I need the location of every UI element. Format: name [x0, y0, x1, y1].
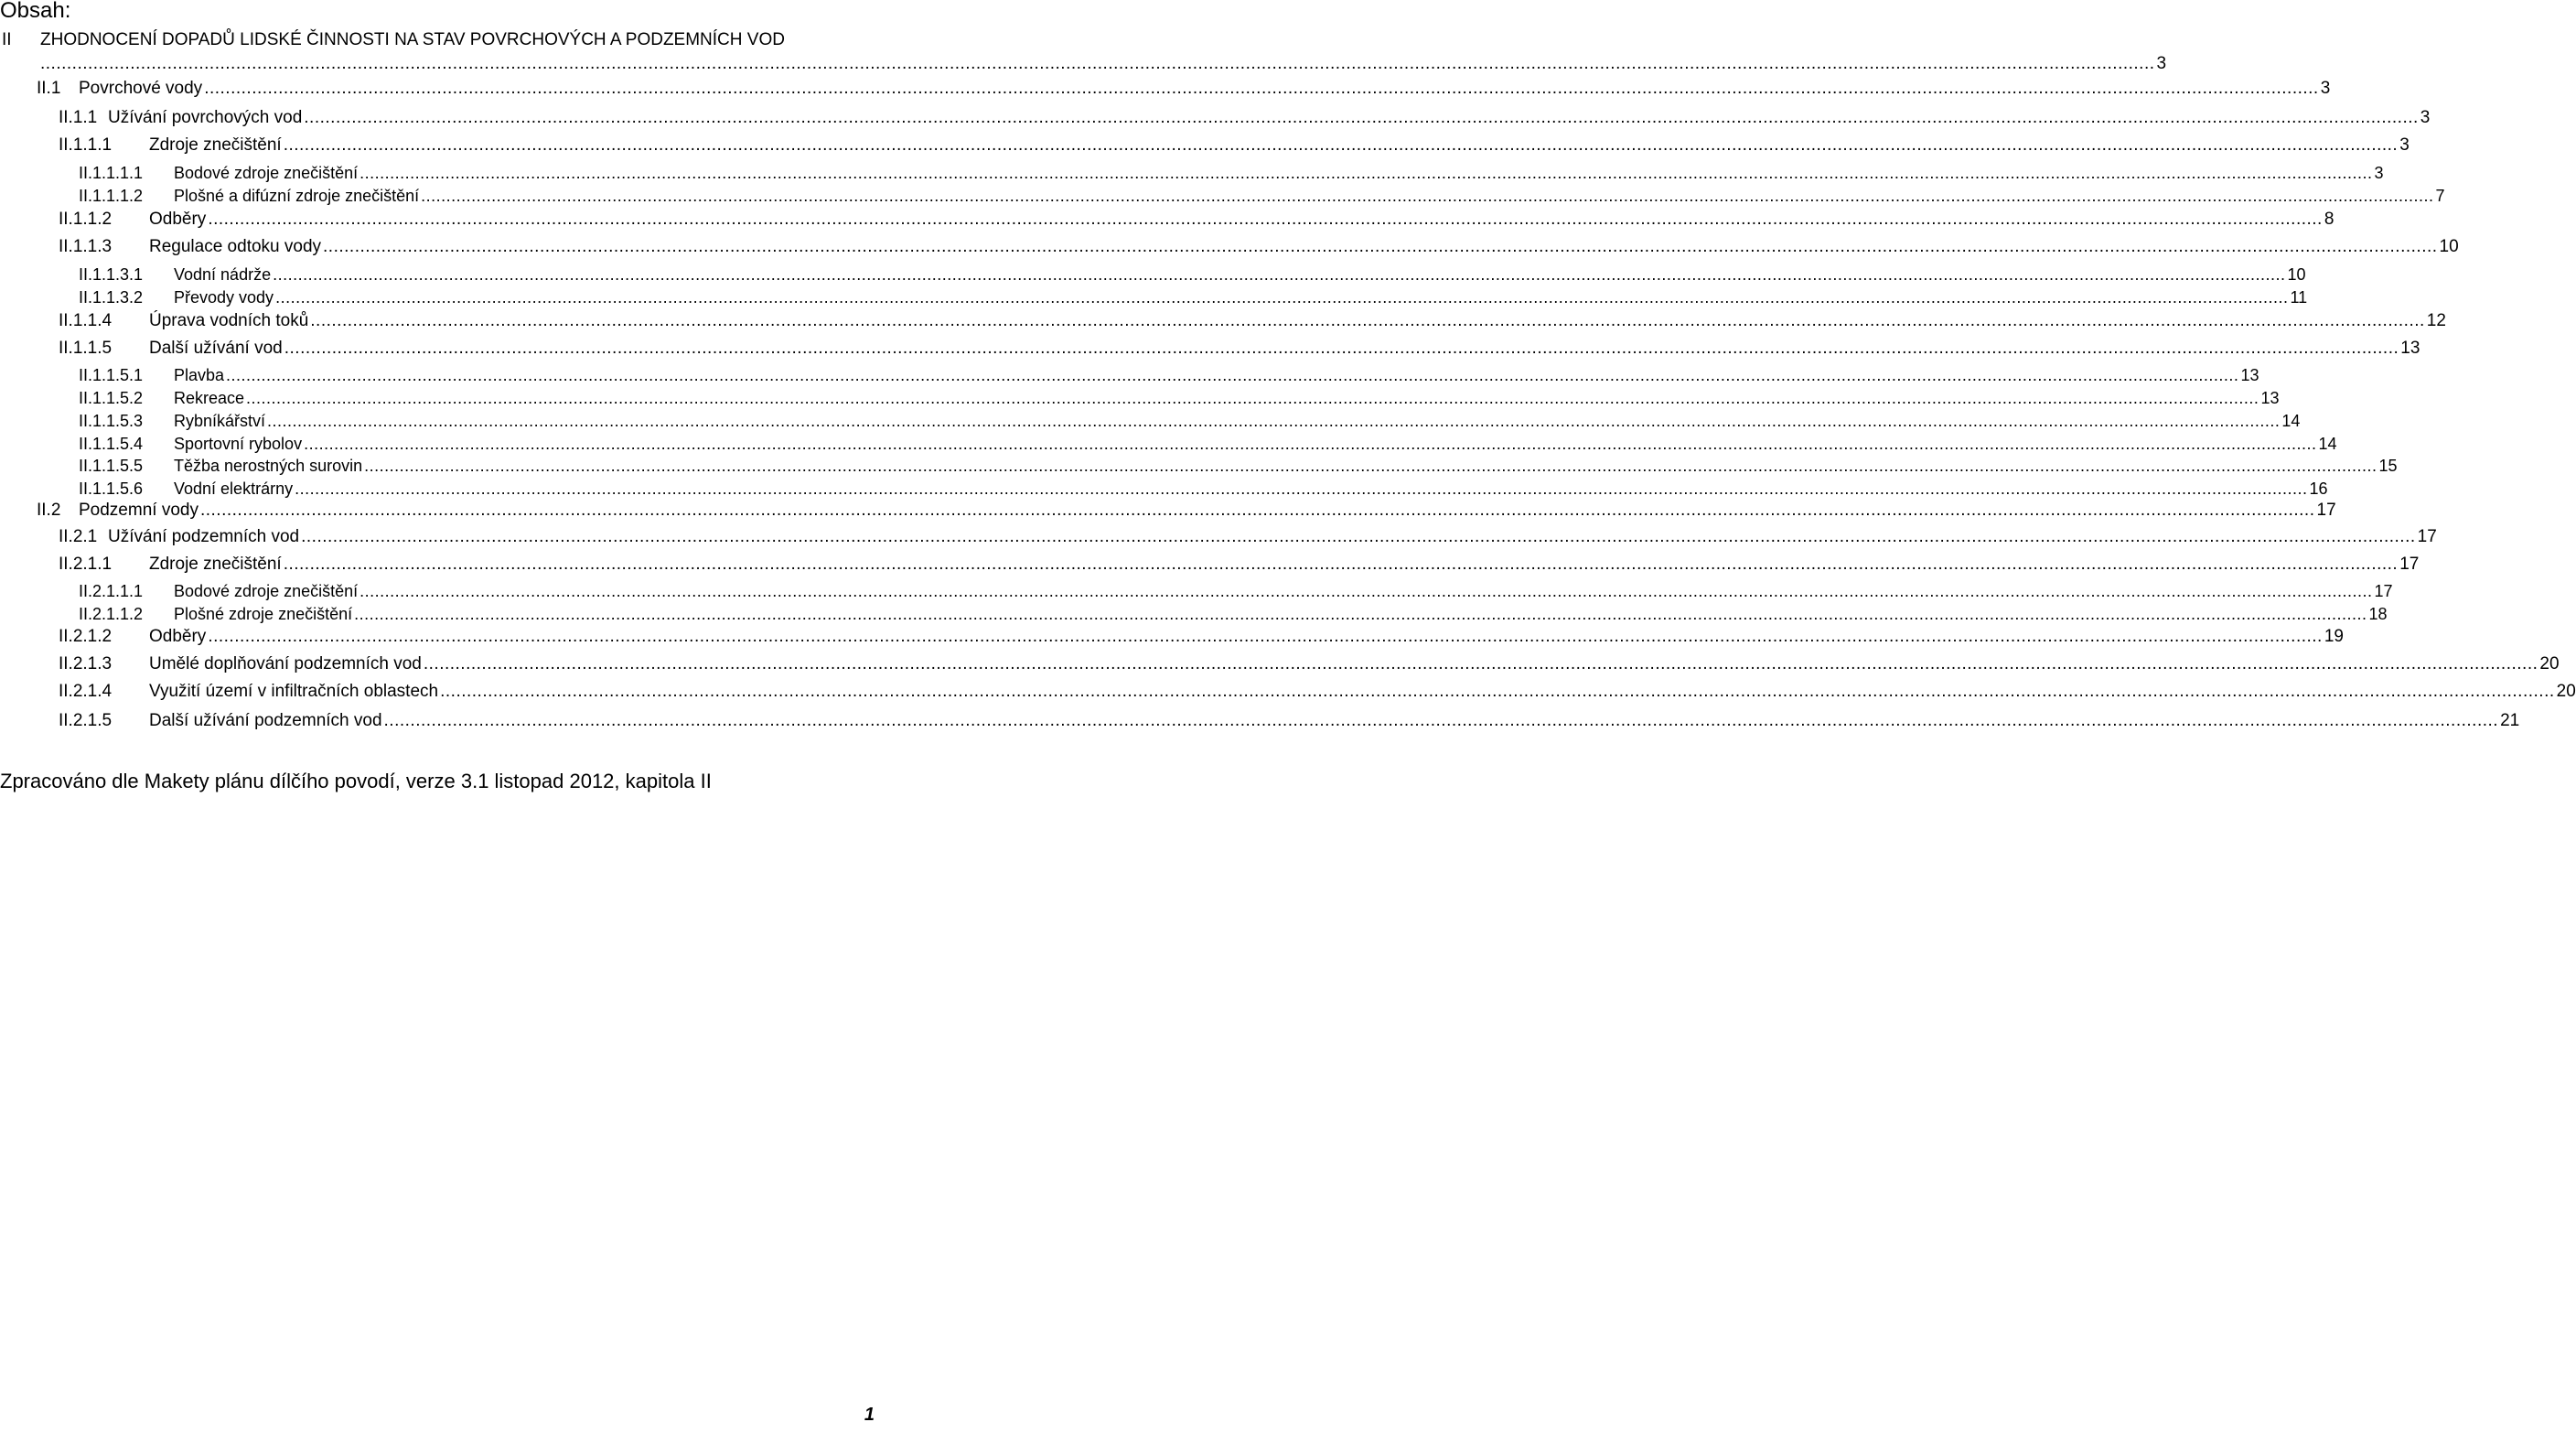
toc-entry[interactable]	[0, 29, 2167, 77]
toc-leader-dots: ................................................................................................................................................................................................................................................................................................................................................................................................................	[354, 605, 2367, 623]
toc-leader-dots: ................................................................................................................................................................................................................................................................................................................................................................................................................	[40, 54, 2155, 73]
toc-entry-page: 3	[2156, 54, 2167, 73]
toc-leader-dots: ................................................................................................................................................................................................................................................................................................................................................................................................................	[304, 108, 2419, 127]
toc-entry-number: II.1.1.1.1	[79, 164, 144, 182]
toc-leader-dots: ................................................................................................................................................................................................................................................................................................................................................................................................................	[273, 265, 2286, 284]
toc-entry-title: Regulace odtoku vody	[149, 237, 322, 256]
toc-entry[interactable]	[0, 338, 2420, 360]
toc-entry-number: II.1.1.5.2	[79, 389, 144, 407]
toc-entry-number: II.2.1	[59, 527, 98, 546]
toc-entry-number: II.2.1.1	[59, 555, 113, 574]
toc-entry-page: 18	[2368, 605, 2388, 623]
toc-entry-number: II.1.1.5.5	[79, 457, 144, 475]
toc-entry-title: Těžba nerostných surovin	[174, 457, 363, 475]
toc-entry-number: II.1.1.1	[59, 135, 113, 155]
toc-entry-title: Odběry	[149, 627, 207, 646]
toc-leader-dots: ................................................................................................................................................................................................................................................................................................................................................................................................................	[310, 311, 2425, 330]
toc-entry[interactable]	[0, 478, 2328, 500]
toc-entry-title: Odběry	[149, 210, 207, 229]
toc-entry-page: 3	[2320, 79, 2331, 98]
page-number: 1	[864, 1405, 875, 1425]
toc-entry[interactable]	[0, 653, 2560, 675]
toc-entry-page: 17	[2417, 527, 2437, 546]
toc-leader-dots: ................................................................................................................................................................................................................................................................................................................................................................................................................	[275, 288, 2289, 307]
toc-leader-dots: ................................................................................................................................................................................................................................................................................................................................................................................................................	[208, 627, 2323, 646]
toc-leader-dots: ................................................................................................................................................................................................................................................................................................................................................................................................................	[284, 339, 2399, 358]
toc-entry-title: Vodní nádrže	[174, 265, 272, 284]
toc-entry-page: 16	[2309, 479, 2328, 498]
toc-entry[interactable]	[0, 162, 2384, 184]
toc-entry-page: 21	[2500, 711, 2520, 730]
toc-leader-dots: ................................................................................................................................................................................................................................................................................................................................................................................................................	[421, 187, 2434, 205]
toc-leader-dots: ................................................................................................................................................................................................................................................................................................................................................................................................................	[323, 237, 2438, 256]
toc-entry-page: 10	[2287, 265, 2306, 284]
toc-entry-title: Vodní elektrárny	[174, 479, 294, 498]
toc-entry-page: 10	[2439, 237, 2459, 256]
toc-entry[interactable]	[0, 387, 2280, 409]
toc-entry-page: 14	[2318, 435, 2337, 453]
toc-leader-dots: ................................................................................................................................................................................................................................................................................................................................................................................................................	[283, 555, 2399, 574]
toc-leader-dots: ................................................................................................................................................................................................................................................................................................................................................................................................................	[199, 501, 2315, 520]
toc-entry-title: Plošné a difúzní zdroje znečištění	[174, 187, 420, 205]
toc-entry[interactable]	[0, 107, 2431, 129]
toc-entry-title: Využití území v infiltračních oblastech	[149, 682, 439, 701]
toc-entry[interactable]	[0, 364, 2259, 386]
toc-entry-page: 3	[2399, 135, 2410, 155]
toc-entry[interactable]	[0, 455, 2398, 477]
toc-entry-page: 17	[2399, 555, 2420, 574]
toc-entry-number: II.2	[37, 501, 61, 520]
toc-entry[interactable]	[0, 78, 2331, 100]
toc-entry-page: 12	[2426, 311, 2446, 330]
toc-entry[interactable]	[0, 310, 2446, 332]
toc-entry[interactable]	[0, 710, 2520, 732]
toc-leader-dots: ................................................................................................................................................................................................................................................................................................................................................................................................................	[208, 210, 2323, 229]
toc-entry-title: Další užívání podzemních vod	[149, 711, 382, 730]
toc-entry-number: II.1.1.5	[59, 339, 113, 358]
toc-entry[interactable]	[0, 526, 2437, 548]
toc-entry-page: 7	[2435, 187, 2445, 205]
toc-heading: Obsah:	[0, 0, 71, 23]
toc-leader-dots: ................................................................................................................................................................................................................................................................................................................................................................................................................	[301, 527, 2416, 546]
toc-entry-title: Další užívání vod	[149, 339, 283, 358]
toc-entry-page: 3	[2420, 108, 2431, 127]
toc-leader-dots: ................................................................................................................................................................................................................................................................................................................................................................................................................	[364, 457, 2377, 475]
toc-entry-title: Plošné zdroje znečištění	[174, 605, 353, 623]
toc-entry[interactable]	[0, 410, 2301, 432]
toc-entry-page: 20	[2556, 682, 2576, 701]
toc-entry-number: II.2.1.1.1	[79, 582, 144, 600]
toc-entry-page: 13	[2240, 366, 2259, 384]
toc-leader-dots: ................................................................................................................................................................................................................................................................................................................................................................................................................	[383, 711, 2499, 730]
toc-entry-number: II.1.1.1.2	[79, 187, 144, 205]
toc-entry-number: II.2.1.3	[59, 654, 113, 673]
toc-entry[interactable]	[0, 500, 2336, 522]
toc-entry-title: Úprava vodních toků	[149, 311, 309, 330]
toc-entry-title: Užívání povrchových vod	[108, 108, 303, 127]
toc-entry-page: 19	[2324, 627, 2344, 646]
toc-leader-dots: ................................................................................................................................................................................................................................................................................................................................................................................................................	[360, 164, 2373, 182]
toc-entry-title: Rekreace	[174, 389, 245, 407]
toc-entry-title: Plavba	[174, 366, 225, 384]
toc-leader-dots: ................................................................................................................................................................................................................................................................................................................................................................................................................	[423, 654, 2538, 673]
toc-entry-title: Zdroje znečištění	[149, 555, 282, 574]
toc-entry[interactable]	[0, 286, 2308, 308]
toc-entry-title: Rybníkářství	[174, 412, 266, 430]
toc-entry-title: Bodové zdroje znečištění	[174, 582, 359, 600]
toc-entry-number: II.2.1.2	[59, 627, 113, 646]
toc-entry-number: II.1.1.3	[59, 237, 113, 256]
toc-entry-number: II.1.1.5.3	[79, 412, 144, 430]
toc-entry[interactable]	[0, 580, 2393, 602]
toc-leader-dots: ................................................................................................................................................................................................................................................................................................................................................................................................................	[246, 389, 2259, 407]
toc-entry[interactable]	[0, 135, 2410, 156]
toc-entry-page: 17	[2374, 582, 2393, 600]
toc-entry[interactable]	[0, 681, 2576, 703]
toc-entry[interactable]	[0, 626, 2344, 648]
toc-entry-title: Podzemní vody	[79, 501, 199, 520]
toc-entry[interactable]	[0, 209, 2334, 231]
toc-leader-dots: ................................................................................................................................................................................................................................................................................................................................................................................................................	[283, 135, 2399, 155]
toc-entry-page: 8	[2324, 210, 2334, 229]
toc-entry[interactable]	[0, 603, 2388, 625]
toc-entry-title: Povrchové vody	[79, 79, 203, 98]
toc-entry-page: 17	[2316, 501, 2336, 520]
toc-leader-dots: ................................................................................................................................................................................................................................................................................................................................................................................................................	[304, 435, 2317, 453]
toc-entry-title: Umělé doplňování podzemních vod	[149, 654, 422, 673]
toc-entry-number: II.1.1.2	[59, 210, 113, 229]
toc-leader-dots: ................................................................................................................................................................................................................................................................................................................................................................................................................	[204, 79, 2319, 98]
toc-entry[interactable]	[0, 236, 2459, 258]
toc-entry-number: II.1.1	[59, 108, 98, 127]
toc-entry-number: II.1.1.4	[59, 311, 113, 330]
toc-entry[interactable]	[0, 554, 2420, 576]
toc-entry-number: II.1.1.3.1	[79, 265, 144, 284]
toc-entry-number: II.2.1.1.2	[79, 605, 144, 623]
toc-entry-number: II.1.1.5.6	[79, 479, 144, 498]
toc-leader-dots: ................................................................................................................................................................................................................................................................................................................................................................................................................	[360, 582, 2373, 600]
toc-entry-title: Užívání podzemních vod	[108, 527, 300, 546]
source-note: Zpracováno dle Makety plánu dílčího povodí, verze 3.1 listopad 2012, kapitola II	[0, 770, 712, 792]
toc-entry-number: II.2.1.5	[59, 711, 113, 730]
toc-entry-number: II.1.1.3.2	[79, 288, 144, 307]
toc-entry-title: Sportovní rybolov	[174, 435, 303, 453]
toc-entry-number: II.2.1.4	[59, 682, 113, 701]
toc-entry-number: II.1.1.5.4	[79, 435, 144, 453]
toc-leader-dots: ................................................................................................................................................................................................................................................................................................................................................................................................................	[295, 479, 2308, 498]
toc-leader-dots: ................................................................................................................................................................................................................................................................................................................................................................................................................	[267, 412, 2281, 430]
toc-entry-title: Převody vody	[174, 288, 274, 307]
toc-entry-page: 20	[2539, 654, 2560, 673]
toc-entry-page: 13	[2400, 339, 2420, 358]
toc-leader-dots: ................................................................................................................................................................................................................................................................................................................................................................................................................	[440, 682, 2555, 701]
toc-entry-title: Bodové zdroje znečištění	[174, 164, 359, 182]
toc-entry-number: II	[2, 30, 12, 49]
toc-entry[interactable]	[0, 264, 2306, 286]
toc-entry-number: II.1	[37, 79, 61, 98]
toc-entry-number: II.1.1.5.1	[79, 366, 144, 384]
toc-entry-title: ZHODNOCENÍ DOPADŮ LIDSKÉ ČINNOSTI NA STAV POVRCHOVÝCH A PODZEMNÍCH VOD	[40, 30, 785, 49]
toc-entry-page: 13	[2260, 389, 2280, 407]
toc-leader-dots: ................................................................................................................................................................................................................................................................................................................................................................................................................	[226, 366, 2239, 384]
toc-entry-title: Zdroje znečištění	[149, 135, 282, 155]
toc-entry-page: 14	[2281, 412, 2301, 430]
toc-entry-page: 11	[2290, 288, 2308, 307]
toc-entry[interactable]	[0, 433, 2337, 455]
toc-entry-page: 15	[2378, 457, 2398, 475]
toc-entry-page: 3	[2374, 164, 2384, 182]
toc-entry[interactable]	[0, 185, 2445, 207]
